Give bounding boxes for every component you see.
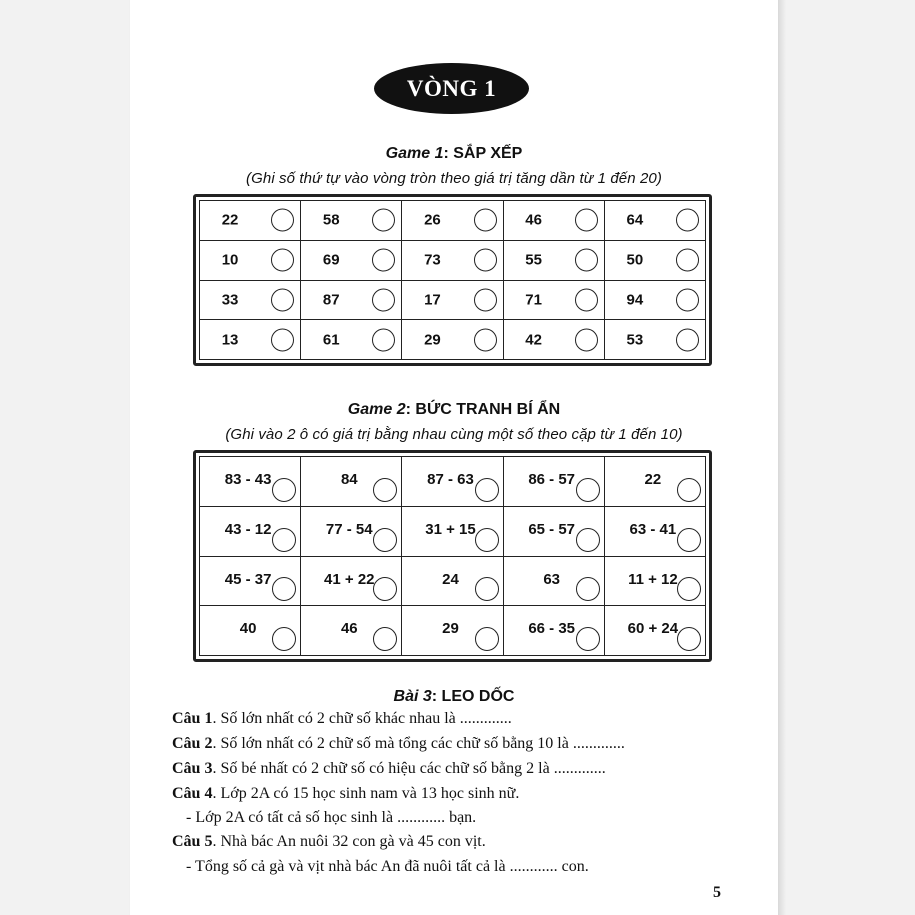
game2-title [130,401,778,419]
game2-cell-value: 24 [442,570,459,588]
game2-cell-value: 77 - 54 [325,520,373,538]
question-line [172,833,486,851]
question-text: . Nhà bác An nuôi 32 con gà và 45 con vịt. [212,833,486,850]
question-text: . Số lớn nhất có 2 chữ số khác nhau là ............. [212,710,512,727]
game1-cell [605,320,706,360]
round-badge [374,63,529,114]
answer-circle[interactable] [677,528,701,552]
page-edge-shadow [778,0,786,915]
answer-circle[interactable] [373,478,397,502]
question-label: Câu 5 [172,833,213,850]
game2-cell [605,507,706,557]
question-line [172,760,606,778]
game2-cell-value: 43 - 12 [224,520,272,538]
question-text: . Số lớn nhất có 2 chữ số mà tổng các chữ số bằng 10 là ............. [212,735,625,752]
game1-cell-value: 71 [525,291,542,309]
game1-cell-value: 26 [424,211,441,229]
question-text: . Lớp 2A có 15 học sinh nam và 13 học sinh nữ. [212,785,520,802]
game2-cell-value: 63 [543,570,561,588]
game1-cell [504,241,605,281]
question-subline [186,858,589,876]
question-label: Câu 4 [172,785,213,802]
page-number: 5 [713,884,721,901]
game2-cell [605,457,706,507]
game1-title-num: Game 1 [385,145,444,162]
game1-cell-value: 29 [424,331,441,349]
answer-circle[interactable] [372,249,395,272]
answer-circle[interactable] [576,478,600,502]
game2-cell [301,557,402,607]
answer-circle[interactable] [475,478,499,502]
game1-cell [402,320,503,360]
game2-cell-value: 83 - 43 [224,471,272,488]
answer-circle[interactable] [373,627,397,651]
game1-cell [605,281,706,321]
game1-cell-value: 42 [525,331,542,349]
game2-cell [504,507,605,557]
answer-circle[interactable] [576,528,600,552]
question-line [172,735,625,753]
question-label: Câu 2 [172,735,213,752]
game2-cell-value: 65 - 57 [528,520,576,538]
answer-circle[interactable] [372,288,395,311]
game1-cell [200,320,301,360]
game2-title-rest: : BỨC TRANH BÍ ẨN [405,401,561,418]
game1-cell [200,281,301,321]
game1-cell-value: 55 [525,251,542,269]
question-text: . Số bé nhất có 2 chữ số có hiệu các chữ số bằng 2 là ............. [212,760,606,777]
game1-cell [605,241,706,281]
question-line [172,710,512,728]
game2-cell [301,507,402,557]
game2-cell-value: 46 [340,620,358,638]
round-label: VÒNG 1 [406,75,497,101]
answer-circle[interactable] [272,528,296,552]
game1-cell [504,281,605,321]
game2-cell [504,606,605,656]
game2-cell [200,606,301,656]
answer-circle[interactable] [677,627,701,651]
game2-cell-value: 87 - 63 [427,471,474,488]
answer-circle[interactable] [372,328,395,351]
answer-circle[interactable] [271,209,294,232]
game1-cell [301,320,402,360]
question-subline [186,809,476,827]
game1-title [130,145,778,163]
game2-cell-value: 60 + 24 [627,620,679,638]
game2-cell-value: 31 + 15 [425,520,476,538]
game2-grid-frame [193,450,712,662]
answer-circle[interactable] [474,328,497,351]
answer-circle[interactable] [575,249,598,272]
bai3-title-num: Bài 3 [393,688,432,705]
answer-circle[interactable] [676,209,699,232]
game1-cell-value: 17 [424,291,441,309]
game2-cell [200,557,301,607]
answer-circle[interactable] [271,288,294,311]
game2-cell-value: 11 + 12 [628,570,678,588]
game1-cell-value: 22 [221,211,239,229]
answer-circle[interactable] [576,627,600,651]
answer-circle[interactable] [272,478,296,502]
game1-cell-value: 61 [322,331,340,349]
game2-cell-value: 29 [442,620,459,638]
game2-cell [200,457,301,507]
game1-cell-value: 58 [322,211,340,229]
game2-cell [200,507,301,557]
game1-cell-value: 46 [525,211,542,229]
game1-grid [199,200,706,360]
game2-cell [301,606,402,656]
game2-cell-value: 40 [239,620,257,638]
game1-cell-value: 10 [221,251,239,269]
answer-circle[interactable] [575,328,598,351]
game2-cell-value: 41 + 22 [324,570,375,588]
game1-grid-frame [193,194,712,366]
game2-cell-value: 84 [340,471,358,488]
game2-cell [504,557,605,607]
game1-cell [301,281,402,321]
game1-cell-value: 53 [626,331,644,349]
game1-cell-value: 13 [221,331,239,349]
answer-circle[interactable] [677,478,701,502]
game2-cell-value: 45 - 37 [224,570,272,588]
game2-cell-value: 86 - 57 [528,471,576,488]
game2-grid [199,456,706,656]
question-text: - Tổng số cả gà và vịt nhà bác An đã nuôi tất cả là ............ con. [186,858,589,875]
game2-cell [402,457,503,507]
answer-circle[interactable] [676,328,699,351]
game1-cell [402,241,503,281]
bai3-title [130,688,778,706]
answer-circle[interactable] [676,249,699,272]
game1-cell-value: 94 [626,291,644,309]
game2-cell-value: 66 - 35 [528,620,576,638]
question-label: Câu 3 [172,760,213,777]
answer-circle[interactable] [373,528,397,552]
game1-cell [200,201,301,241]
game2-subtitle: (Ghi vào 2 ô có giá trị bằng nhau cùng một số theo cặp từ 1 đến 10) [225,426,683,443]
answer-circle[interactable] [575,288,598,311]
game1-cell-value: 33 [221,291,239,309]
game1-cell-value: 50 [626,251,644,269]
answer-circle[interactable] [373,577,397,601]
question-line [172,785,519,803]
game1-cell [504,201,605,241]
game1-cell [402,201,503,241]
game2-cell-value: 22 [644,471,662,488]
answer-circle[interactable] [676,288,699,311]
game2-cell [402,606,503,656]
answer-circle[interactable] [372,209,395,232]
game2-cell [605,557,706,607]
game1-cell [402,281,503,321]
game1-cell-value: 73 [424,251,441,269]
answer-circle[interactable] [474,288,497,311]
game1-cell-value: 64 [626,211,644,229]
game2-cell [402,507,503,557]
answer-circle[interactable] [272,627,296,651]
game2-cell [402,557,503,607]
question-text: - Lớp 2A có tất cả số học sinh là ............ bạn. [186,809,477,826]
game1-title-rest: : SẮP XẾP [443,145,523,162]
answer-circle[interactable] [475,627,499,651]
question-label: Câu 1 [172,710,213,727]
game2-cell [605,606,706,656]
game1-cell [605,201,706,241]
game1-cell-value: 87 [322,291,340,309]
answer-circle[interactable] [272,577,296,601]
game2-cell-value: 63 - 41 [629,520,677,538]
answer-circle[interactable] [677,577,701,601]
answer-circle[interactable] [475,528,499,552]
answer-circle[interactable] [475,577,499,601]
game2-title-num: Game 2 [347,401,406,418]
game1-cell-value: 69 [322,251,340,269]
answer-circle[interactable] [271,328,294,351]
game1-cell [200,241,301,281]
answer-circle[interactable] [474,209,497,232]
game1-cell [301,201,402,241]
game1-cell [504,320,605,360]
answer-circle[interactable] [575,209,598,232]
game1-cell [301,241,402,281]
answer-circle[interactable] [271,249,294,272]
answer-circle[interactable] [576,577,600,601]
game1-subtitle: (Ghi số thứ tự vào vòng tròn theo giá trị tăng dần từ 1 đến 20) [246,170,662,187]
game2-cell [504,457,605,507]
bai3-title-rest: : LEO DỐC [431,688,515,705]
answer-circle[interactable] [474,249,497,272]
game2-cell [301,457,402,507]
